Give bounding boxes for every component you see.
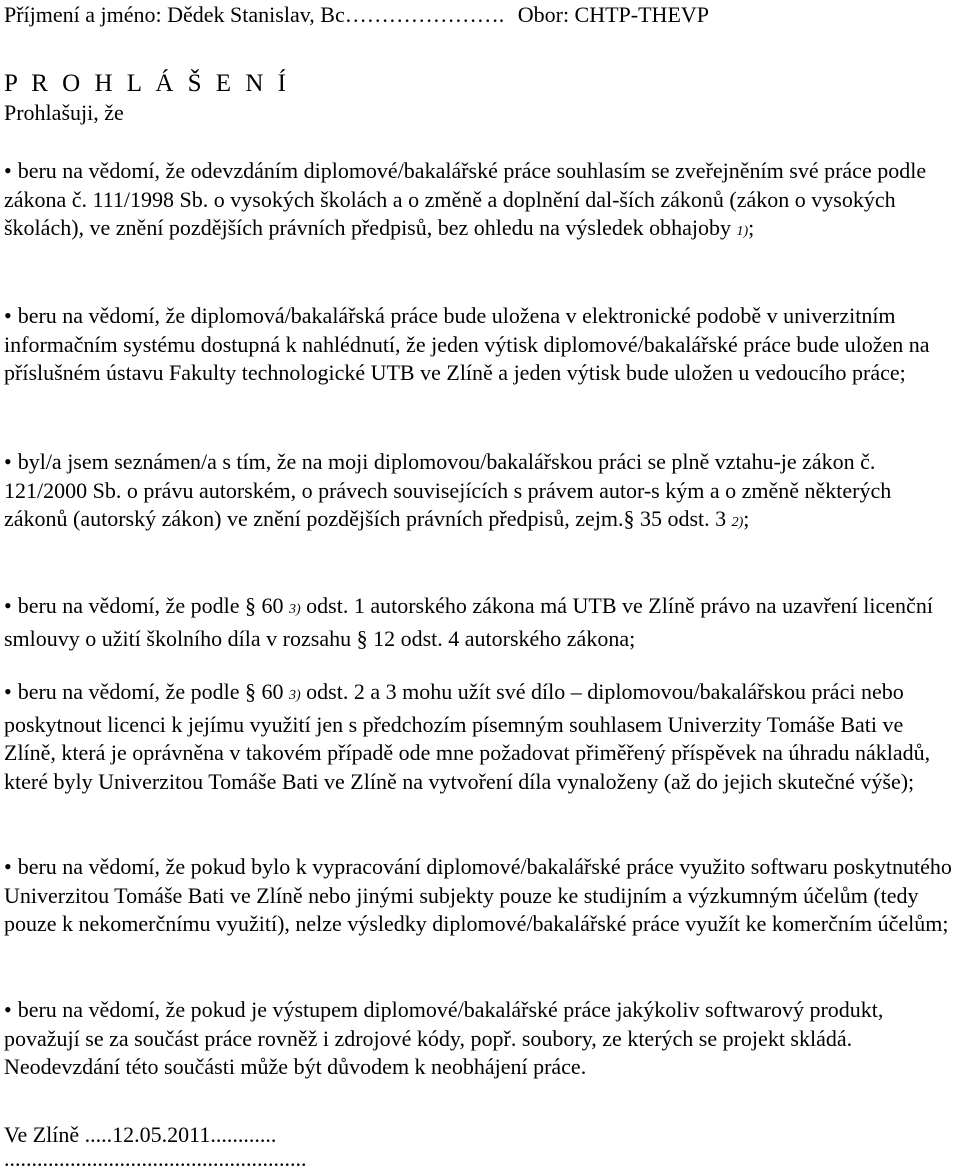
item-text: beru na vědomí, že odevzdáním diplomové/bakalářské práce souhlasím se zveřejněním své práce podle zákona č. 111/1998 Sb. o vysokých školách a o změně a doplnění dal-ších zákonů (zákon o vysokých školách), ve znění pozdějších právních předpisů, bez ohledu na výsledek obhajoby (4, 158, 927, 241)
student-name: Příjmení a jméno: Dědek Stanislav, Bc…………………. (4, 2, 505, 27)
footnote-ref: 2) (731, 515, 744, 531)
item-text-after: odst. 2 a 3 mohu užít své dílo – diplomovou/bakalářskou práci nebo poskytnout licenci k jejímu využití jen s předchozím písemným souhlasem Univerzity Tomáše Bati ve Zlíně, která je oprávněna v takovém případě ode mne požadovat přiměřený příspěvek na úhradu nákladů, které byly Univerzitou Tomáše Bati ve Zlíně na vytvoření díla vynaloženy (až do jejich skutečné výše); (4, 679, 931, 794)
bullet-icon: • (4, 593, 12, 618)
item-tail: ; (748, 215, 755, 241)
declaration-item-4 (4, 592, 954, 653)
bullet-icon: • (4, 997, 12, 1022)
field-of-study: Obor: CHTP-THEVP (517, 2, 710, 27)
declaration-item-3 (4, 448, 954, 538)
item-text-after: odst. 1 autorského zákona má UTB ve Zlíně právo na uzavření licenční smlouvy o užití školního díla v rozsahu § 12 odst. 4 autorského zákona; (4, 593, 933, 651)
item-text: beru na vědomí, že pokud bylo k vypracování diplomové/bakalářské práce využito softwaru poskytnutého Univerzitou Tomáše Bati ve Zlíně nebo jinými subjekty pouze ke studijním a výzkumným účelům (tedy pouze k nekomerčnímu využití), nelze výsledky diplomové/bakalářské práce využít ke komerčním účelům; (4, 854, 952, 937)
bullet-icon: • (4, 679, 12, 704)
item-text-before: beru na vědomí, že podle § 60 (17, 593, 284, 618)
header-line (4, 2, 709, 28)
declaration-item-2 (4, 302, 954, 388)
place-and-date: Ve Zlíně .....12.05.2011............ (4, 1122, 277, 1147)
footnote-ref: 3) (288, 602, 301, 617)
item-text: beru na vědomí, že diplomová/bakalářská práce bude uložena v elektronické podobě v univerzitním informačním systému dostupná k nahlédnutí, že jeden výtisk diplomové/bakalářské práce bude uložen na příslušném ústavu Fakulty technologické UTB ve Zlíně a jeden výtisk bude uložen u vedoucího práce; (4, 303, 930, 386)
declaration-item-5 (4, 678, 954, 796)
bullet-icon: • (4, 158, 12, 183)
declaration-item-7 (4, 996, 954, 1082)
footnote-ref: 3) (288, 688, 301, 703)
signature-line: ....................................................... (4, 1146, 307, 1171)
bullet-icon: • (4, 449, 12, 474)
bullet-icon: • (4, 854, 12, 879)
item-text-before: beru na vědomí, že podle § 60 (17, 679, 284, 704)
item-tail: ; (743, 506, 750, 532)
footnote-ref: 1) (736, 224, 749, 240)
item-text: beru na vědomí, že pokud je výstupem diplomové/bakalářské práce jakýkoliv softwarový produkt, považují se za součást práce rovněž i zdrojové kódy, popř. soubory, ze kterých se projekt skládá. Neodevzdání této součásti může být důvodem k neobhájení práce. (4, 997, 884, 1080)
declaration-item-6 (4, 853, 954, 939)
declaration-item-1 (4, 157, 954, 247)
bullet-icon: • (4, 303, 12, 328)
document-title: P R O H L Á Š E N Í (4, 70, 290, 97)
item-text: byl/a jsem seznámen/a s tím, že na moji diplomovou/bakalářskou práci se plně vztahu-je zákon č. 121/2000 Sb. o právu autorském, o právech souvisejících s právem autor-s kým a o změně některých zákonů (autorský zákon) ve znění pozdějších právních předpisů, zejm.§ 35 odst. 3 (4, 449, 892, 532)
intro-text: Prohlašuji, že (4, 100, 124, 125)
